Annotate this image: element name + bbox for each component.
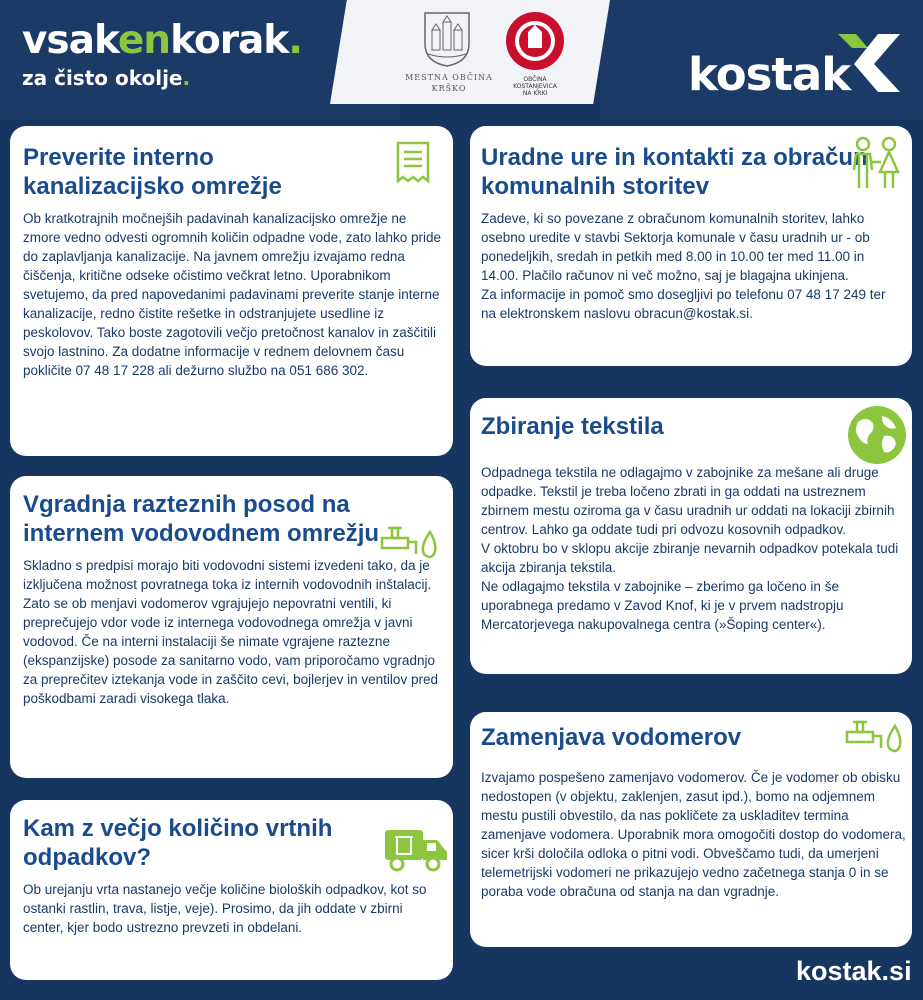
people-icon [848,136,904,190]
card-body: Ob urejanju vrta nastanejo večje količine bioloških odpadkov, kot so ostanki rastlin, trava, listje, veje). Prosimo, da jih oddate v zbirni center, kjer bodo ustrezno prevzeti in obdelani. [23,882,427,935]
krsko-label: MESTNA OBČINA KRŠKO [405,73,493,93]
card-body: Odpadnega tekstila ne odlagajmo v zabojnike za mešane ali druge odpadke. Tekstil je treba ločeno zbrati in ga oddati na ustreznem zbirnem mestu oziroma ga v času uradnih ur oddati na lokaciji zbirnih centrov. Lahko ga oddate tudi pri odvozu kosovnih odpadkov. [481,465,895,537]
water-tap-icon [845,718,905,758]
receipt-icon [395,140,431,184]
card-title: Kam z večjo količino vrtnih odpadkov? [23,815,333,871]
card-vrtni [10,800,453,980]
water-tap-icon [380,524,440,564]
card-title: Zbiranje tekstila [481,413,664,440]
card-kanalizacija [10,126,453,456]
campaign-tagline: za čisto okolje. [22,66,191,90]
footer-url[interactable]: kostak.si [796,956,912,986]
garbage-truck-icon [383,826,449,872]
card-body: V oktobru bo v sklopu akcije zbiranje nevarnih odpadkov potekala tudi akcija zbiranja tekstila. [481,541,899,575]
card-title: Uradne ure in kontakti za obračun komunalnih storitev [481,144,868,200]
card-body: Ob kratkotrajnih močnejših padavinah kanalizacijsko omrežje ne zmore vedno odvesti ogromnih količin odpadne vode, zato lahko pride do zaplavljanja kanalizacije. Na javnem omrežju izvajamo redna čiščenja, kritične odseke očistimo večkrat letno. Uporabnikom svetujemo, da pred napovedanimi padavinami preverite stanje interne kanalizacije, redno čistite rešetke in odstranjujete usedline iz peskolovov. Tako boste zagotovili večjo pretočnost kanalov in zaščitili svojo lastnino. Za dodatne informacije v rednem delovnem času pokličite 07 48 17 228 ali dežurno službo na 051 686 302. [23,211,442,378]
kostak-k-icon [838,34,906,94]
card-body: Zadeve, ki so povezane z obračunom komunalnih storitev, lahko osebno uredite v stavbi Sektorja komunale v času uradnih ur - ob ponedeljkih, sredah in petkih med 8.00 in 10.00 ter med 11.00 in 14.00. Plačilo računov ni več možno, saj je blagajna ukinjena. [481,211,870,283]
card-title: Preverite interno kanalizacijsko omrežje [23,144,282,200]
card-body: Za informacije in pomoč smo dosegljivi po telefonu 07 48 17 249 ter na elektronskem naslovu obracun@kostak.si. [481,287,886,321]
card-title: Zamenjava vodomerov [481,724,742,751]
card-tekstil [470,398,912,674]
campaign-logo: vsakenkorak. [22,18,303,63]
kostanjevica-label: OBČINA KOSTANJEVICA NA KRKI [513,76,557,97]
card-body: Izvajamo pospešeno zamenjavo vodomerov. Če je vodomer ob obisku nedostopen (v objektu, zaklenjen, zasut ipd.), bomo na odjemnem mestu pustili obvestilo, da nas pokličete za uskladitev termina zamenjave vodomera. Uporabnik mora omogočiti dostop do vodomera, sicer krši določila odloka o pitni vodi. Obveščamo tudi, da umerjeni telemetrijski vodomeri ne prikazujejo vedno začetnega stanja 0 in se poraba vode obračuna od stanja na dan vgradnje. [481,770,906,899]
kostak-logo: kostak [688,48,851,101]
card-posode [10,476,453,778]
card-title: Vgradnja razteznih posod na internem vodovodnem omrežju [23,491,380,547]
globe-icon [846,404,908,466]
card-body: Skladno s predpisi morajo biti vodovodni sistemi izvedeni tako, da je izključena možnost povratnega toka iz internih vodovodnih inštalacij. Zato se ob menjavi vodomerov vgrajujejo nepovratni ventili, ki preprečujejo vdor vode iz internega vodovodnega omrežja v javni vodovod. Če na interni instalaciji še nimate vgrajene raztezne (ekspanzijske) posode za sanitarno vodo, vam priporočamo vgradnjo za preprečitev iztekanja vode in zaščito cevi, bojlerjev in ventilov pred poškodbami zaradi visokega tlaka. [23,558,438,706]
header [0,0,923,120]
card-body: Ne odlagajmo tekstila v zabojnike – zberimo ga ločeno in še uporabnega predamo v Zavod Knof, ki je v prvem nadstropju Mercatorjevega nakupovalnega centra (»Šoping center«). [481,579,844,632]
krsko-crest-icon [422,10,472,68]
kostanjevica-seal-icon [504,10,566,72]
card-ure [470,126,912,366]
card-vodomerov [470,712,912,947]
